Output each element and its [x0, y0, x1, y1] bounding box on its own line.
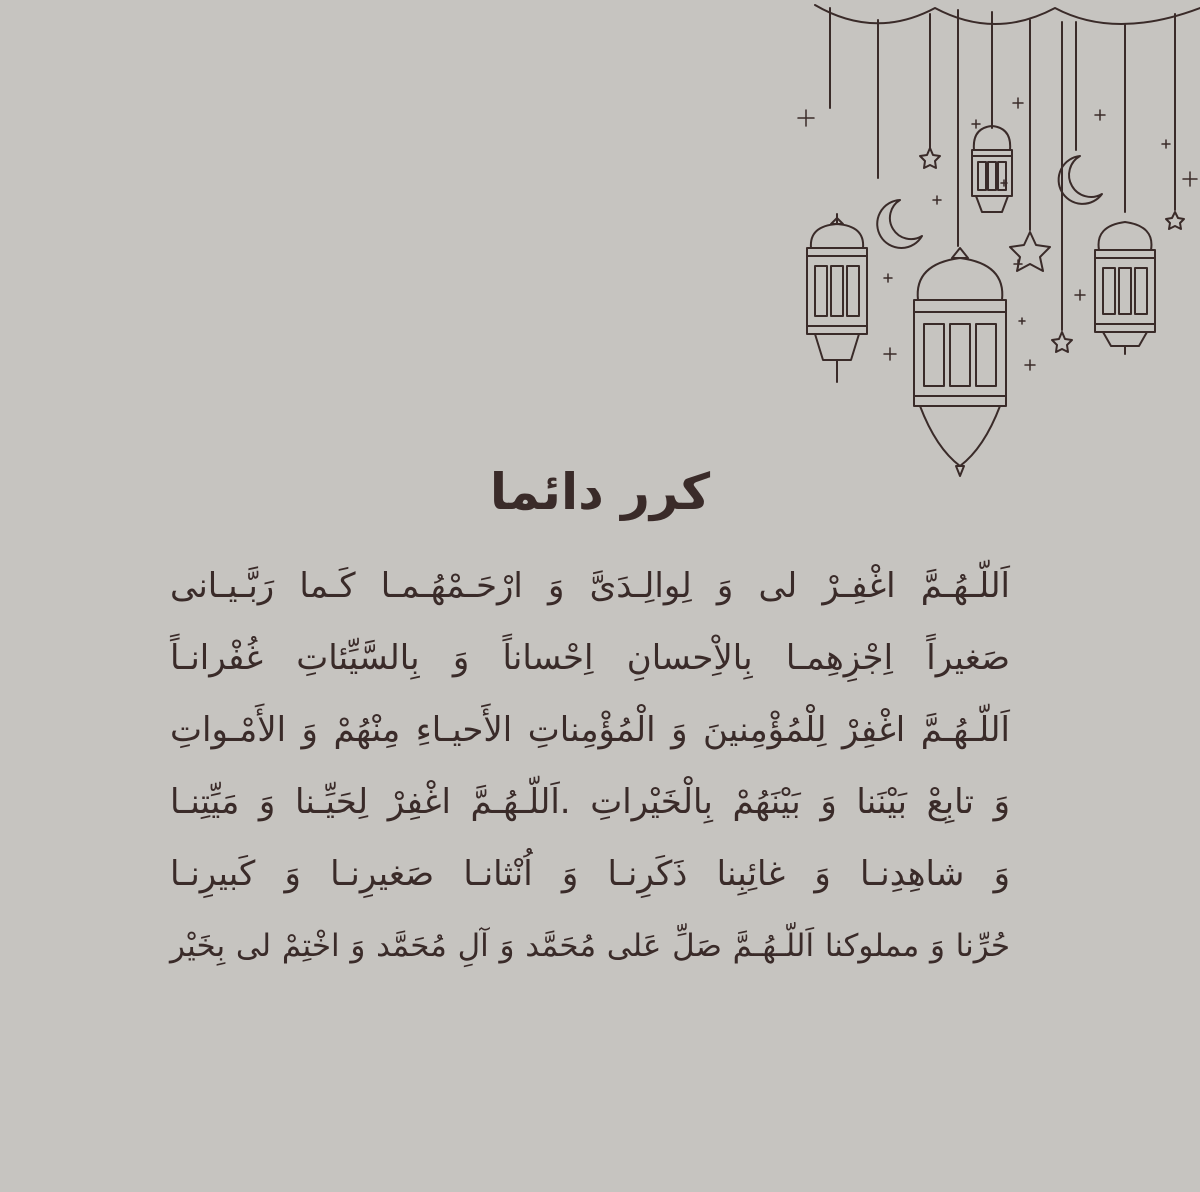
prayer-line: اَللّـهُـمَّ اغْفِـرْ لى وَ لِوالِـدَىَّ وَ ارْحَـمْهُـمـا كَـما رَبَّـيـانى [170, 566, 1010, 606]
lantern-icon [807, 214, 867, 382]
lantern-icon [1095, 222, 1155, 354]
prayer-line: وَ تابِعْ بَيْنَنا وَ بَيْنَهُمْ بِالْخَيْراتِ .اَللّـهُـمَّ اغْفِرْ لِحَيِّـنا وَ مَيِّتِنـا [170, 782, 1010, 822]
crescent-moon-icon [877, 200, 922, 248]
prayer-line: وَ شاهِدِنـا وَ غائِبِنا ذَكَرِنـا وَ اُنْثانـا صَغيرِنـا وَ كَبيرِنـا [170, 854, 1010, 894]
prayer-line: اَللّـهُـمَّ اغْفِرْ لِلْمُؤْمِنينَ وَ الْمُؤْمِناتِ الأَحيـاءِ مِنْهُمْ وَ الأَمْـواتِ [170, 710, 1010, 750]
crescent-moon-icon [1059, 156, 1102, 204]
sparkle-icon [798, 98, 1197, 370]
prayer-text [170, 550, 1010, 982]
star-icon [1166, 212, 1184, 229]
ramadan-decoration [780, 0, 1200, 480]
lantern-icon [914, 248, 1006, 476]
prayer-line: حُرِّنا وَ مملوكنا اَللّـهُـمَّ صَلِّ عَلى مُحَمَّد وَ آلِ مُحَمَّد وَ اخْتِمْ لى بِخَيْر [170, 928, 1010, 964]
prayer-line: صَغيراً اِجْزِهِمـا بِالاِْحسانِ اِحْساناً وَ بِالسَّيِّئاتِ غُفْرانـاً [170, 638, 1010, 678]
hanging-strings [830, 8, 1175, 330]
lantern-icon [972, 126, 1012, 212]
garland-icon [815, 5, 1200, 24]
star-icon [1052, 332, 1072, 352]
star-icon [920, 148, 940, 168]
page-title: كرر دائما [489, 463, 711, 521]
star-icon [1010, 232, 1050, 271]
